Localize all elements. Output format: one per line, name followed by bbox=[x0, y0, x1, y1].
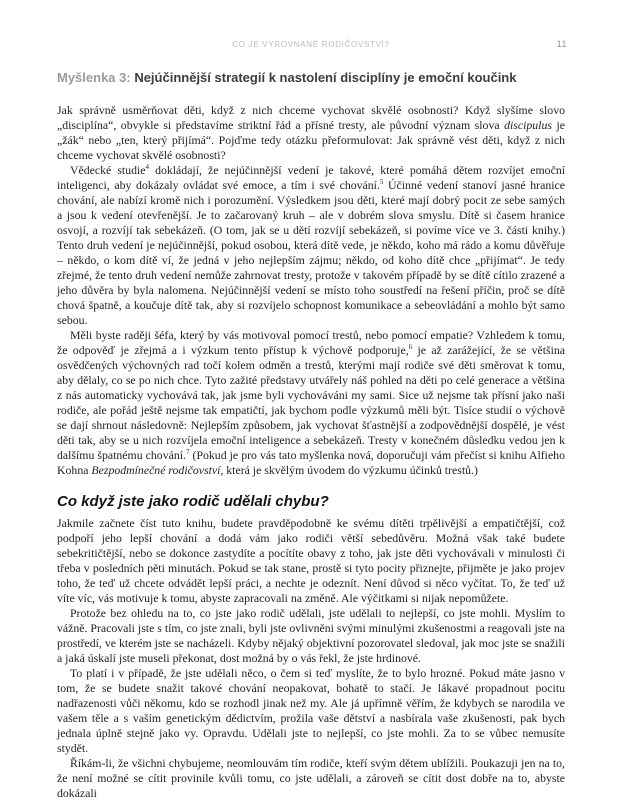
text-run: Protože bez ohledu na to, co jste jako rodič udělali, jste udělali to nejlepší, co jste mohli. Myslím to vážně. Pracovali jste s tím, co jste znali, byli jste ovlivněni svými minulými zkušenostmi a reagovali jste na prostředí, ve kterém jste se nacházeli. Kdyby nějaký objektivní pozorovatel sledoval, jak moc jste se snažili a jaká úskalí jste museli překonat, dost možná by o vás řekl, že jste hrdinové. bbox=[57, 606, 565, 665]
text-run: Vědecké studie bbox=[70, 163, 146, 177]
footnote-marker: 7 bbox=[185, 448, 190, 457]
footnote-marker: 5 bbox=[379, 178, 384, 187]
paragraph bbox=[57, 606, 565, 666]
footnote-marker: 4 bbox=[145, 163, 150, 172]
paragraph bbox=[57, 163, 565, 328]
page-number: 11 bbox=[556, 39, 567, 49]
text-run: Říkám-li, že všichni chybujeme, neomlouvám tím rodiče, kteří svým dětem ublížili. Poukazuji jen na to, že není možné se cítit provinile kvůli tomu, co jste udělali, a zároveň se cítit dost dobře na to, abyste dokázali bbox=[57, 756, 565, 800]
text-run: Účinné vedení stanoví jasné hranice chování, ale nabízí kromě nich i porozumění. Výsledkem jsou děti, které mají dobrý pocit ze sebe samých a jsou k vedení otevřenější. Je to začarovaný kruh – ale v dobrém slova smyslu. Dítě si časem hranice osvojí, a rozvíjí tak sebekázeň. (O tom, jak se u dětí rozvíjí sebekázeň, si povíme více ve 3. části knihy.) Tento druh vedení je nejúčinnější, pokud osobou, která dítě vede, je někdo, koho má rádo a komu důvěřuje – někdo, o kom dítě ví, že jedná v jeho nejlepším zájmu; někdo, od koho dítě chce „přijímat“. Je tedy zřejmé, že tento druh vedení nemůže zahrnovat tresty, protože v takovém případě by se dítě cítilo zrazené a jeho důvěra by byla nalomena. Nejúčinnější vedení se místo toho soustředí na řešení příčin, proč se dítě chová špatně, a koučuje dítě tak, aby si rozvíjelo schopnost komunikace a sebeovládání a mohlo být samo sebou. bbox=[57, 178, 565, 327]
text-run: která je skvělým úvodem do výzkumu účinků trestů.) bbox=[223, 463, 478, 477]
paragraph bbox=[57, 328, 565, 478]
paragraph bbox=[57, 756, 565, 800]
text-run: dokládají, že nejúčinnější vedení je takové, které pomáhá dětem rozvíjet emoční inteligenci, aby dokázaly ovládat své emoce, a tím i své chování. bbox=[57, 163, 565, 192]
idea-heading bbox=[57, 69, 565, 86]
idea-heading-title: Nejúčinnější strategií k nastolení disciplíny je emoční koučink bbox=[130, 70, 517, 85]
text-run: je až zarážející, že se většina osvědčených výchovných rad točí kolem odměn a trestů, kterými mají rodiče své děti směrovat k tomu, aby dělaly, co se po nich chce. Tyto zažité představy utvářely náš pohled na děti po celé generace a většina z nás automaticky vychovává tak, jak jsme byli vychováváni my sami. Sice už nejsme tak přísní jako naši rodiče, ale pořád ještě nejsme tak empatičtí, jak bychom podle výzkumů měli být. Tisíce studií o výchově se dají shrnout následovně: Nejlepším způsobem, jak vychovat šťastnější a zodpovědnější dospělé, je vést děti tak, aby se u nich rozvíjela emoční inteligence a sebekázeň. Tresty v konečném důsledku vedou jen k dalšímu špatnému chování. bbox=[57, 343, 565, 462]
italic-text: discipulus bbox=[504, 118, 552, 132]
body-text bbox=[57, 103, 565, 800]
text-run: Jakmile začnete číst tuto knihu, budete pravděpodobně ke svému dítěti trpělivější a empatičtější, což podpoří jeho lepší chování a dodá vám jako rodiči větší sebedůvěru. Možná však také budete sebekritičtější, nebo se dokonce zastydíte a pocítíte obavy z toho, jak jste děti vychovávali v minulosti či třeba v posledních pěti minutách. Pokud se tak stane, prostě si tyto pocity přiznejte, přijměte je jako projev toho, že teď už chcete odvádět lepší práci, a nechte je odeznít. Není důvod si něco vyčítat. To, že teď už víte víc, vás motivuje k tomu, abyste zapracovali na změně. Ale výčitkami si nijak nepomůžete. bbox=[57, 516, 565, 605]
text-run: To platí i v případě, že jste udělali něco, o čem si teď myslíte, že to bylo hrozné. Pokud máte jasno v tom, že se budete snažit takové chování neopakovat, bohatě to stačí. Je lákavé propadnout pocitu nadřazenosti vůči někomu, kdo se rozhodl jinak než my. Ale já upřímně věřím, že kdybych se narodila ve vašem těle a s vaším genetickým dědictvím, prožila vaše dětství a nasbírala vaše zkušenosti, pak bych jednala úplně stejně jako vy. Opravdu. Udělali jste to nejlepší, co jste mohli. Za to se vůbec nemusíte stydět. bbox=[57, 666, 565, 755]
text-run: Jak správně usměrňovat děti, když z nich chceme vychovat skvělé osobnosti? Když slyšíme slovo „disciplína“, obvykle si představíme striktní řád a přísné tresty, ale původní význam slova bbox=[57, 103, 565, 132]
section-subheading: Co když jste jako rodič udělali chybu? bbox=[57, 493, 329, 510]
running-title: CO JE VYROVNANÉ RODIČOVSTVÍ? bbox=[232, 40, 390, 49]
italic-text: Bezpodmínečné rodičovství, bbox=[91, 463, 224, 477]
text-run: je „žák“ nebo „ten, který přijímá“. Pojďme tedy otázku přeformulovat: Jak správně vést děti, když z nich chceme vychovat skvělé osobnosti? bbox=[57, 118, 565, 162]
paragraph bbox=[57, 516, 565, 606]
idea-heading-label: Myšlenka 3: bbox=[57, 70, 131, 85]
paragraph bbox=[57, 103, 565, 163]
paragraph bbox=[57, 666, 565, 756]
footnote-marker: 6 bbox=[408, 343, 413, 352]
running-head bbox=[57, 40, 565, 49]
text-run: (Pokud je pro vás tato myšlenka nová, doporučuji vám přečíst si knihu Alfieho Kohna bbox=[57, 448, 565, 477]
text-run: Měli byste raději šéfa, který by vás motivoval pomocí trestů, nebo pomocí empatie? Vzhledem k tomu, že odpověď je zřejmá a i výzkum tento přístup k výchově podporuje, bbox=[57, 328, 565, 357]
